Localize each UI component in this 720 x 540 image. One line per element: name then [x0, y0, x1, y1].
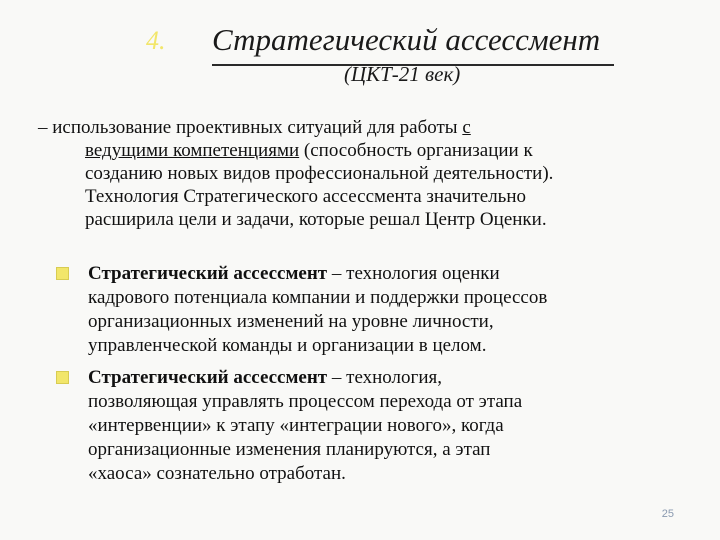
- intro-line-1: [38, 116, 688, 139]
- bullet-2-body: [88, 366, 688, 486]
- intro-line-2: [38, 139, 688, 162]
- intro-line-2-rest: (способность организации к: [299, 140, 533, 161]
- square-bullet-icon: [56, 371, 69, 384]
- intro-line-5: расширила цели и задачи, которые решал Центр Оценки.: [85, 209, 547, 230]
- title-row: [0, 20, 720, 64]
- bullet-2-line-3: «интервенции» к этапу «интеграции нового», когда: [88, 415, 504, 436]
- bullet-2-line-1: [88, 366, 688, 390]
- intro-line-1-prefix: – использование проективных ситуаций для работы: [38, 117, 463, 138]
- bullet-1-body: [88, 262, 688, 358]
- bullet-2-line-1-rest: – технология,: [327, 367, 442, 388]
- bullet-1-term: Стратегический ассессмент: [88, 263, 328, 284]
- bullet-2-line-4: организационные изменения планируются, а этап: [88, 439, 491, 460]
- intro-paragraph: [38, 116, 688, 231]
- page-number: 25: [661, 508, 674, 520]
- bullet-1-line-3: организационных изменений на уровне личности,: [88, 311, 494, 332]
- bullet-2-line-2: позволяющая управлять процессом перехода от этапа: [88, 391, 523, 412]
- title-number: 4.: [146, 26, 166, 55]
- bullet-1-line-2: кадрового потенциала компании и поддержки процессов: [88, 287, 548, 308]
- square-bullet-icon: [56, 267, 69, 280]
- intro-line-2-underlined: ведущими компетенциями: [85, 140, 300, 161]
- bullet-1-line-1-rest: – технология оценки: [327, 263, 500, 284]
- bullet-2-term: Стратегический ассессмент: [88, 367, 328, 388]
- bullet-1-line-1: [88, 262, 688, 286]
- slide-title: Стратегический ассессмент: [212, 22, 601, 57]
- intro-line-3: созданию новых видов профессиональной деятельности).: [85, 163, 554, 184]
- intro-line-4: Технология Стратегического ассессмента значительно: [85, 186, 527, 207]
- bullet-2-line-5: «хаоса» сознательно отработан.: [88, 463, 346, 484]
- bullet-1-line-4: управленческой команды и организации в целом.: [88, 335, 487, 356]
- intro-line-1-underlined: с: [462, 117, 471, 138]
- slide-subtitle: (ЦКТ-21 век): [344, 62, 461, 86]
